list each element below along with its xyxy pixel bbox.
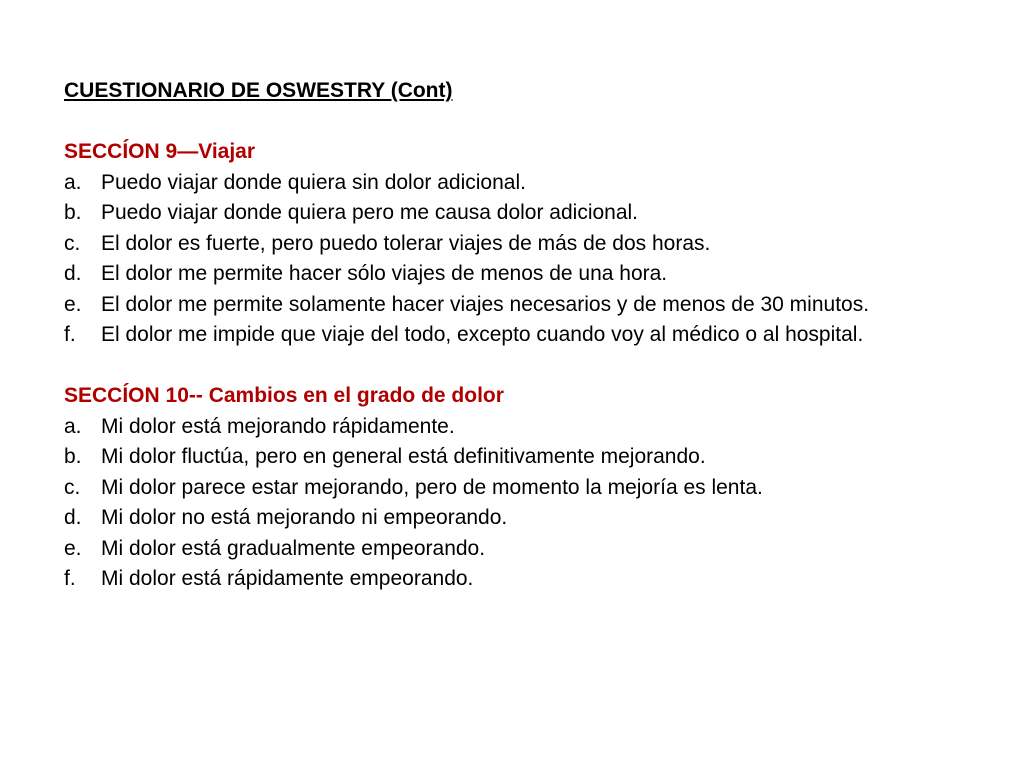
list-marker: a. — [64, 414, 82, 438]
list-marker: e. — [64, 536, 82, 560]
section-9-list — [64, 168, 964, 351]
spacer — [64, 107, 964, 138]
list-item — [64, 564, 964, 595]
list-marker: d. — [64, 262, 82, 285]
list-marker: c. — [64, 475, 81, 499]
list-marker: f. — [64, 567, 76, 590]
list-item — [64, 442, 964, 473]
list-item — [64, 473, 964, 504]
page-title: CUESTIONARIO DE OSWESTRY (Cont) — [64, 79, 453, 102]
list-item-text: El dolor es fuerte, pero puedo tolerar viajes de más de dos horas. — [101, 231, 711, 255]
list-item — [64, 259, 964, 290]
list-item — [64, 229, 964, 260]
section-10-heading: SECCÍON 10-- Cambios en el grado de dolor — [64, 384, 504, 407]
list-marker: b. — [64, 445, 82, 468]
list-item — [64, 168, 964, 199]
list-item — [64, 412, 964, 443]
list-item — [64, 534, 964, 565]
list-marker: e. — [64, 292, 82, 316]
section-9-heading: SECCÍON 9—Viajar — [64, 140, 256, 163]
list-marker: b. — [64, 201, 82, 224]
list-item-text: Mi dolor no está mejorando ni empeorando. — [101, 506, 508, 529]
list-item-text: El dolor me permite solamente hacer viajes necesarios y de menos de 30 minutos. — [101, 292, 870, 316]
list-item-text: El dolor me impide que viaje del todo, excepto cuando voy al médico o al hospital. — [101, 323, 864, 346]
list-item-text: Puedo viajar donde quiera pero me causa dolor adicional. — [101, 201, 639, 224]
list-item-text: Mi dolor está rápidamente empeorando. — [101, 567, 474, 590]
list-item — [64, 320, 964, 351]
list-item — [64, 198, 964, 229]
list-item-text: Mi dolor parece estar mejorando, pero de momento la mejoría es lenta. — [101, 475, 763, 499]
list-item-text: El dolor me permite hacer sólo viajes de menos de una hora. — [101, 262, 668, 285]
list-item — [64, 503, 964, 534]
list-item-text: Mi dolor fluctúa, pero en general está definitivamente mejorando. — [101, 445, 706, 468]
list-marker: a. — [64, 170, 82, 194]
section-10-list — [64, 412, 964, 595]
list-marker: d. — [64, 506, 82, 529]
slide-content — [64, 76, 964, 595]
list-marker: f. — [64, 323, 76, 346]
list-item-text: Mi dolor está gradualmente empeorando. — [101, 536, 486, 560]
list-marker: c. — [64, 231, 81, 255]
list-item-text: Puedo viajar donde quiera sin dolor adicional. — [101, 170, 526, 194]
list-item — [64, 290, 964, 321]
list-item-text: Mi dolor está mejorando rápidamente. — [101, 414, 455, 438]
spacer — [64, 351, 964, 382]
